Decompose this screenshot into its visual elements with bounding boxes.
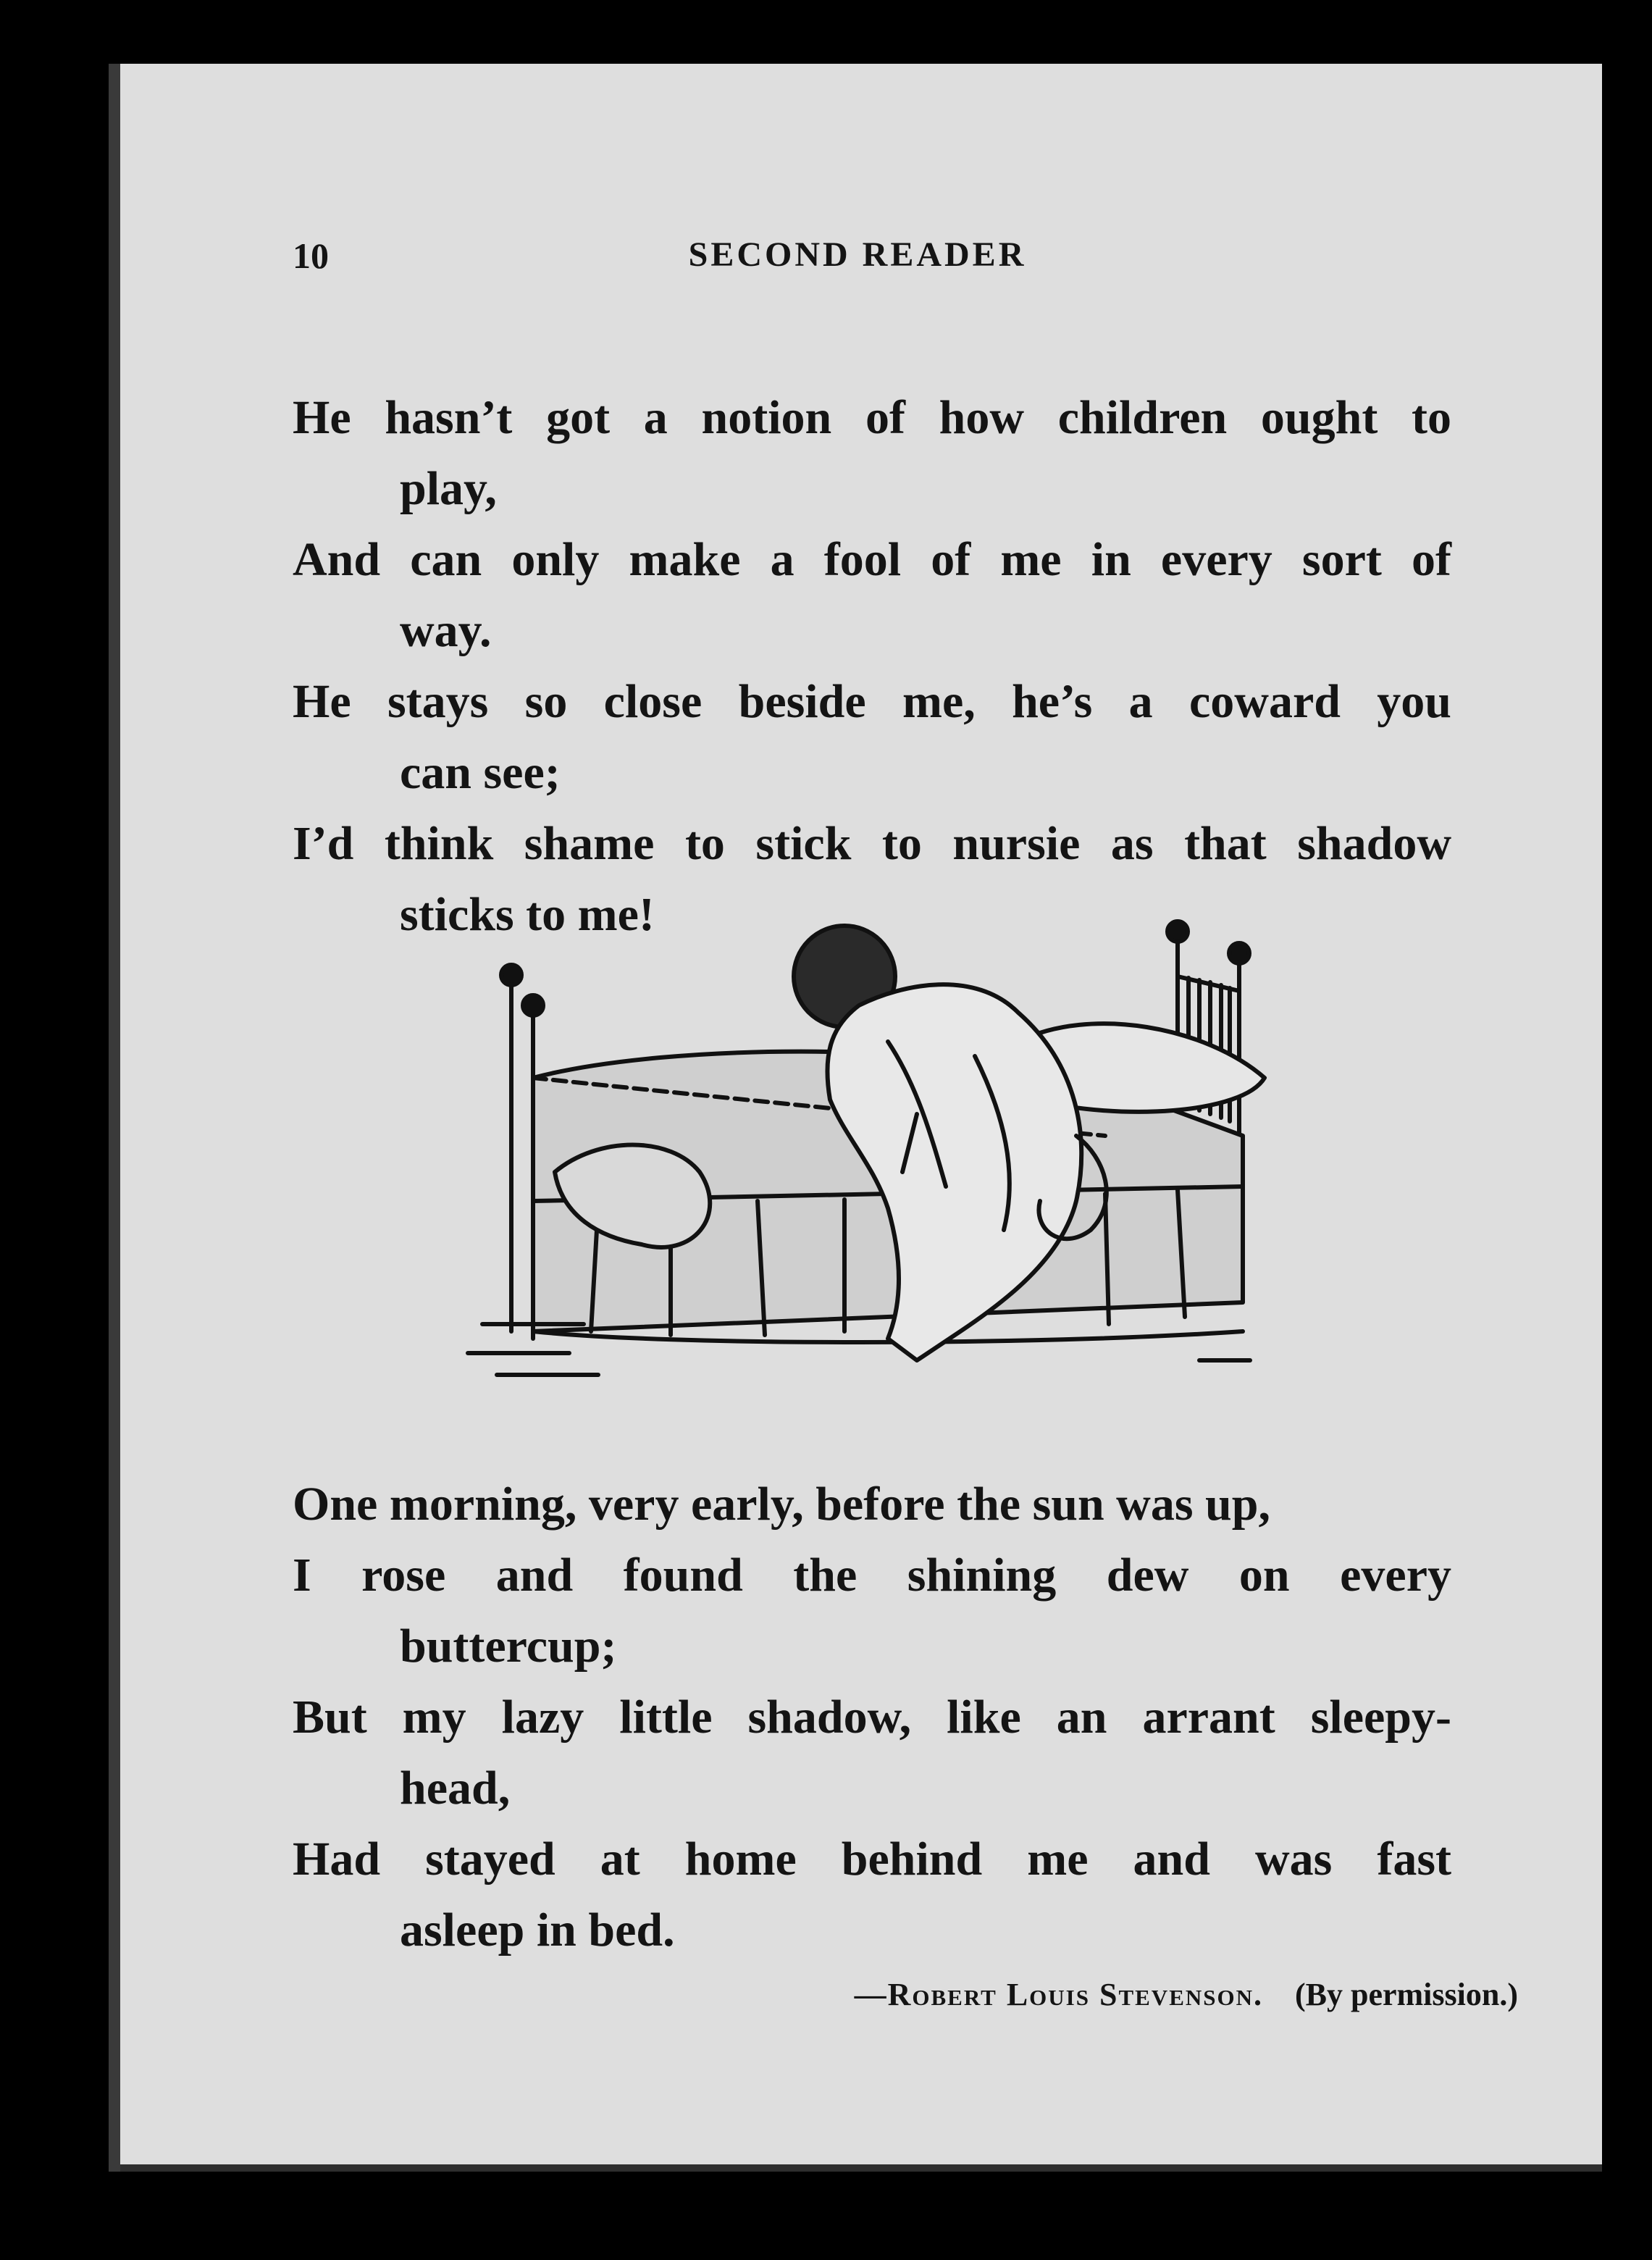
poem-line [293,1682,1451,1824]
bed-illustration [453,897,1424,1418]
line-text: And can only make a fool of me in every sort of [293,533,1451,586]
line-continuation: head, [400,1762,511,1815]
line-continuation: way. [400,604,492,657]
poem-stanza-1 [293,382,1451,950]
poem-attribution [627,1976,1518,2013]
line-text: But my lazy little shadow, like an arrant sleepy- [293,1691,1451,1744]
poem-line [293,1540,1451,1682]
poem-line [293,1824,1451,1966]
line-continuation: sticks to me! [400,888,655,941]
line-continuation: play, [400,462,497,515]
line-text: I’d think shame to stick to nursie as that shadow [293,817,1451,870]
poem-stanza-2 [293,1469,1451,1966]
line-continuation: can see; [400,746,561,799]
poem-line [293,524,1451,666]
line-text: He hasn’t got a notion of how children ought to [293,391,1451,444]
line-text: He stays so close beside me, he’s a coward you [293,675,1451,728]
poem-line [293,382,1451,524]
running-head: SECOND READER [688,235,1027,274]
poem-line [293,666,1451,808]
poem-line [293,1469,1451,1540]
author-name: —Robert Louis Stevenson. [854,1977,1263,2012]
line-text: I rose and found the shining dew on every [293,1549,1451,1602]
page-number: 10 [293,235,329,276]
line-continuation: asleep in bed. [400,1904,675,1956]
book-page [109,64,1602,2172]
line-text: One morning, very early, before the sun was up, [293,1478,1270,1531]
line-text: Had stayed at home behind me and was fast [293,1833,1451,1886]
line-continuation: buttercup; [400,1620,617,1673]
page-header [293,235,1422,293]
permission-note: (By permission.) [1295,1977,1518,2012]
